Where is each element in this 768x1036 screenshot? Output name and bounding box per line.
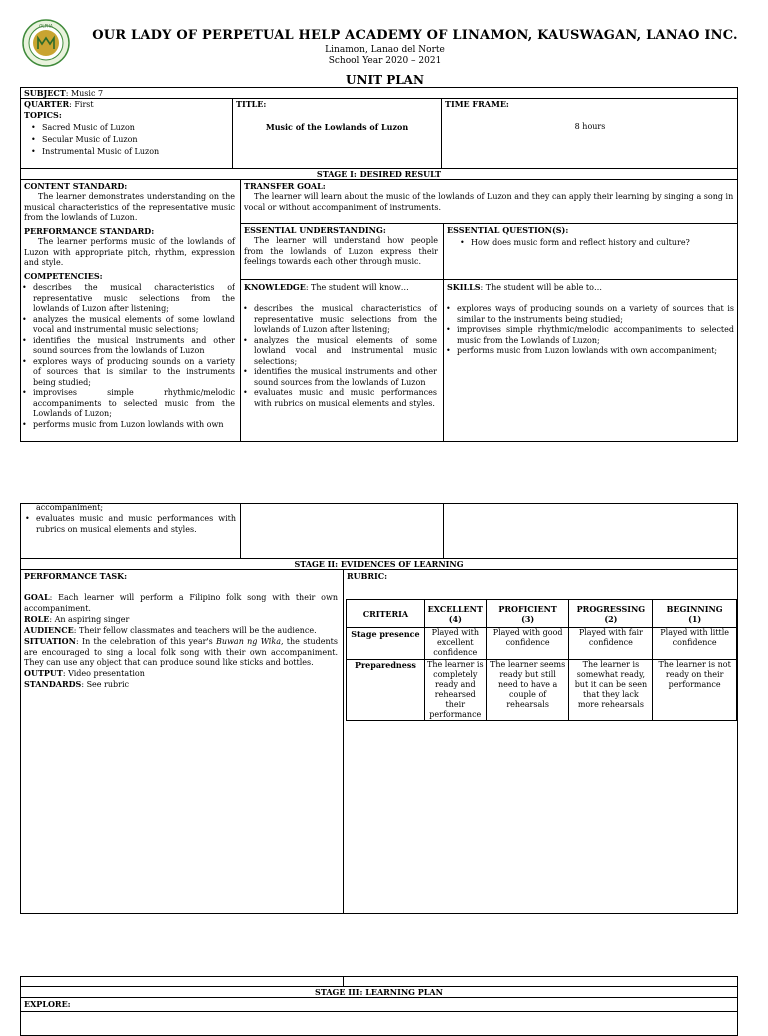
rubric-header: CRITERIA — [347, 600, 425, 628]
list-item: • describes the musical characteristics of representative music selections from the lowlands of Luzon after listening; — [20, 283, 235, 315]
audience-text: AUDIENCE: Their fellow classmates and teachers will be the audience. — [24, 625, 317, 635]
explore-label: EXPLORE: — [24, 999, 71, 1009]
competencies-continued: accompaniment; — [36, 503, 104, 512]
essential-understanding-label: ESSENTIAL UNDERSTANDING: — [244, 225, 386, 235]
content-standard-text: The learner demonstrates understanding on the musical characteristics of the representative music from the lowlands of Luzon. — [24, 192, 235, 222]
timeframe-label: TIME FRAME: — [445, 99, 509, 109]
rubric-cell: The learner seems ready but still need to have a couple of rehearsals — [486, 660, 569, 721]
rubric-table — [346, 599, 737, 721]
rubric-header: BEGINNING (1) — [653, 600, 737, 628]
list-item: • performs music from Luzon lowlands with own — [20, 420, 235, 431]
title-label: TITLE: — [236, 99, 267, 109]
standards-text: STANDARDS: See rubric — [24, 679, 130, 689]
rubric-cell: Played with fair confidence — [569, 628, 653, 660]
list-item: • evaluates music and music performances with rubrics on musical elements and styles. — [241, 388, 437, 409]
list-item: • performs music from Luzon lowlands with own accompaniment; — [444, 346, 734, 357]
topics-list — [29, 122, 229, 158]
unit-plan-table-page3 — [20, 976, 738, 1036]
rubric-header: PROFICIENT (3) — [486, 600, 569, 628]
essential-understanding-text: The learner will understand how people from the lowlands of Luzon express their feelings towards each other through music. — [244, 236, 438, 266]
performance-standard-text: The learner performs music of the lowlands of Luzon with appropriate pitch, rhythm, expression and style. — [24, 237, 235, 267]
rubric-header: EXCELLENT (4) — [424, 600, 486, 628]
list-item: • improvises simple rhythmic/melodic accompaniments to selected music from the Lowlands of Luzon; — [20, 388, 235, 420]
rubric-label: RUBRIC: — [347, 571, 388, 581]
transfer-goal-text: The learner will learn about the music of the lowlands of Luzon and they can apply their learning by singing a song in vocal or without accompaniment of instruments. — [244, 192, 734, 212]
list-item: • improvises simple rhythmic/melodic accompaniments to selected music from the Lowlands of Luzon; — [444, 325, 734, 346]
list-item: • explores ways of producing sounds on a variety of sources that is similar to the instruments being studied; — [20, 357, 235, 389]
rubric-cell: Played with little confidence — [653, 628, 737, 660]
table-row — [347, 660, 737, 721]
table-row — [347, 600, 737, 628]
goal-text: GOAL: Each learner will perform a Filipino folk song with their own accompaniment. — [24, 592, 338, 613]
performance-standard-label: PERFORMANCE STANDARD: — [24, 226, 155, 236]
knowledge-list — [241, 304, 437, 409]
skills-list — [444, 304, 734, 357]
school-name: OUR LADY OF PERPETUAL HELP ACADEMY OF LINAMON, KAUSWAGAN, LANAO INC. — [92, 28, 738, 43]
list-item: • analyzes the musical elements of some lowland vocal and instrumental music selections; — [241, 336, 437, 368]
list-item: • describes the musical characteristics of representative music selections from the lowlands of Luzon after listening; — [241, 304, 437, 336]
content-standard-label: CONTENT STANDARD: — [24, 181, 128, 191]
competencies-list — [20, 283, 235, 441]
output-text: OUTPUT: Video presentation — [24, 668, 145, 678]
table-row — [347, 628, 737, 660]
rubric-cell: The learner is not ready on their performance — [653, 660, 737, 721]
school-year: School Year 2020 – 2021 — [328, 56, 442, 66]
competencies-label: COMPETENCIES: — [24, 271, 103, 281]
list-item: • identifies the musical instruments and other sound sources from the lowlands of Luzon — [241, 367, 437, 388]
svg-text:OLPHA: OLPHA — [39, 23, 53, 29]
rubric-cell: The learner is completely ready and rehearsed their performance — [424, 660, 486, 721]
document-title: UNIT PLAN — [346, 73, 424, 87]
list-item: • Secular Music of Luzon — [29, 134, 229, 146]
transfer-goal-label: TRANSFER GOAL: — [244, 181, 326, 191]
rubric-cell: The learner is somewhat ready, but it can be seen that they lack more rehearsals — [569, 660, 653, 721]
role-text: ROLE: An aspiring singer — [24, 614, 130, 624]
rubric-header: PROGRESSING (2) — [569, 600, 653, 628]
rubric-cell: Played with good confidence — [486, 628, 569, 660]
list-item: • Sacred Music of Luzon — [29, 122, 229, 134]
quarter-field: QUARTER: First — [24, 99, 94, 109]
competencies-list-continued — [23, 514, 236, 535]
unit-title-value: Music of the Lowlands of Luzon — [265, 122, 409, 132]
performance-task-label: PERFORMANCE TASK: — [24, 571, 128, 581]
situation-text: SITUATION: In the celebration of this year's Buwan ng Wika, the students are encouraged to sing a local folk song with their own accompaniment. They can use any object that can produce sound like sticks and bottles. — [24, 636, 338, 667]
skills-label: SKILLS: The student will be able to… — [447, 282, 602, 292]
timeframe-value: 8 hours — [574, 122, 606, 131]
rubric-criteria: Preparedness — [347, 660, 425, 721]
list-item: • explores ways of producing sounds on a variety of sources that is similar to the instruments being studied; — [444, 304, 734, 325]
stage1-heading: STAGE I: DESIRED RESULT — [316, 169, 442, 179]
school-logo — [22, 19, 70, 67]
subject-field: SUBJECT: Music 7 — [24, 88, 104, 98]
knowledge-label: KNOWLEDGE: The student will know… — [244, 282, 409, 292]
rubric-criteria: Stage presence — [347, 628, 425, 660]
school-location: Linamon, Lanao del Norte — [325, 45, 445, 55]
topics-label: TOPICS: — [24, 110, 62, 120]
list-item: • How does music form and reflect history and culture? — [458, 238, 736, 249]
list-item: • analyzes the musical elements of some lowland vocal and instrumental music selections; — [20, 315, 235, 336]
list-item: • identifies the musical instruments and other sound sources from the lowlands of Luzon — [20, 336, 235, 357]
list-item: • Instrumental Music of Luzon — [29, 146, 229, 158]
list-item: • evaluates music and music performances with rubrics on musical elements and styles. — [23, 514, 236, 535]
stage2-heading: STAGE II: EVIDENCES OF LEARNING — [294, 559, 464, 569]
rubric-cell: Played with excellent confidence — [424, 628, 486, 660]
essential-question-list — [458, 238, 736, 249]
stage3-heading: STAGE III: LEARNING PLAN — [315, 987, 443, 997]
essential-question-label: ESSENTIAL QUESTION(S): — [447, 225, 569, 235]
